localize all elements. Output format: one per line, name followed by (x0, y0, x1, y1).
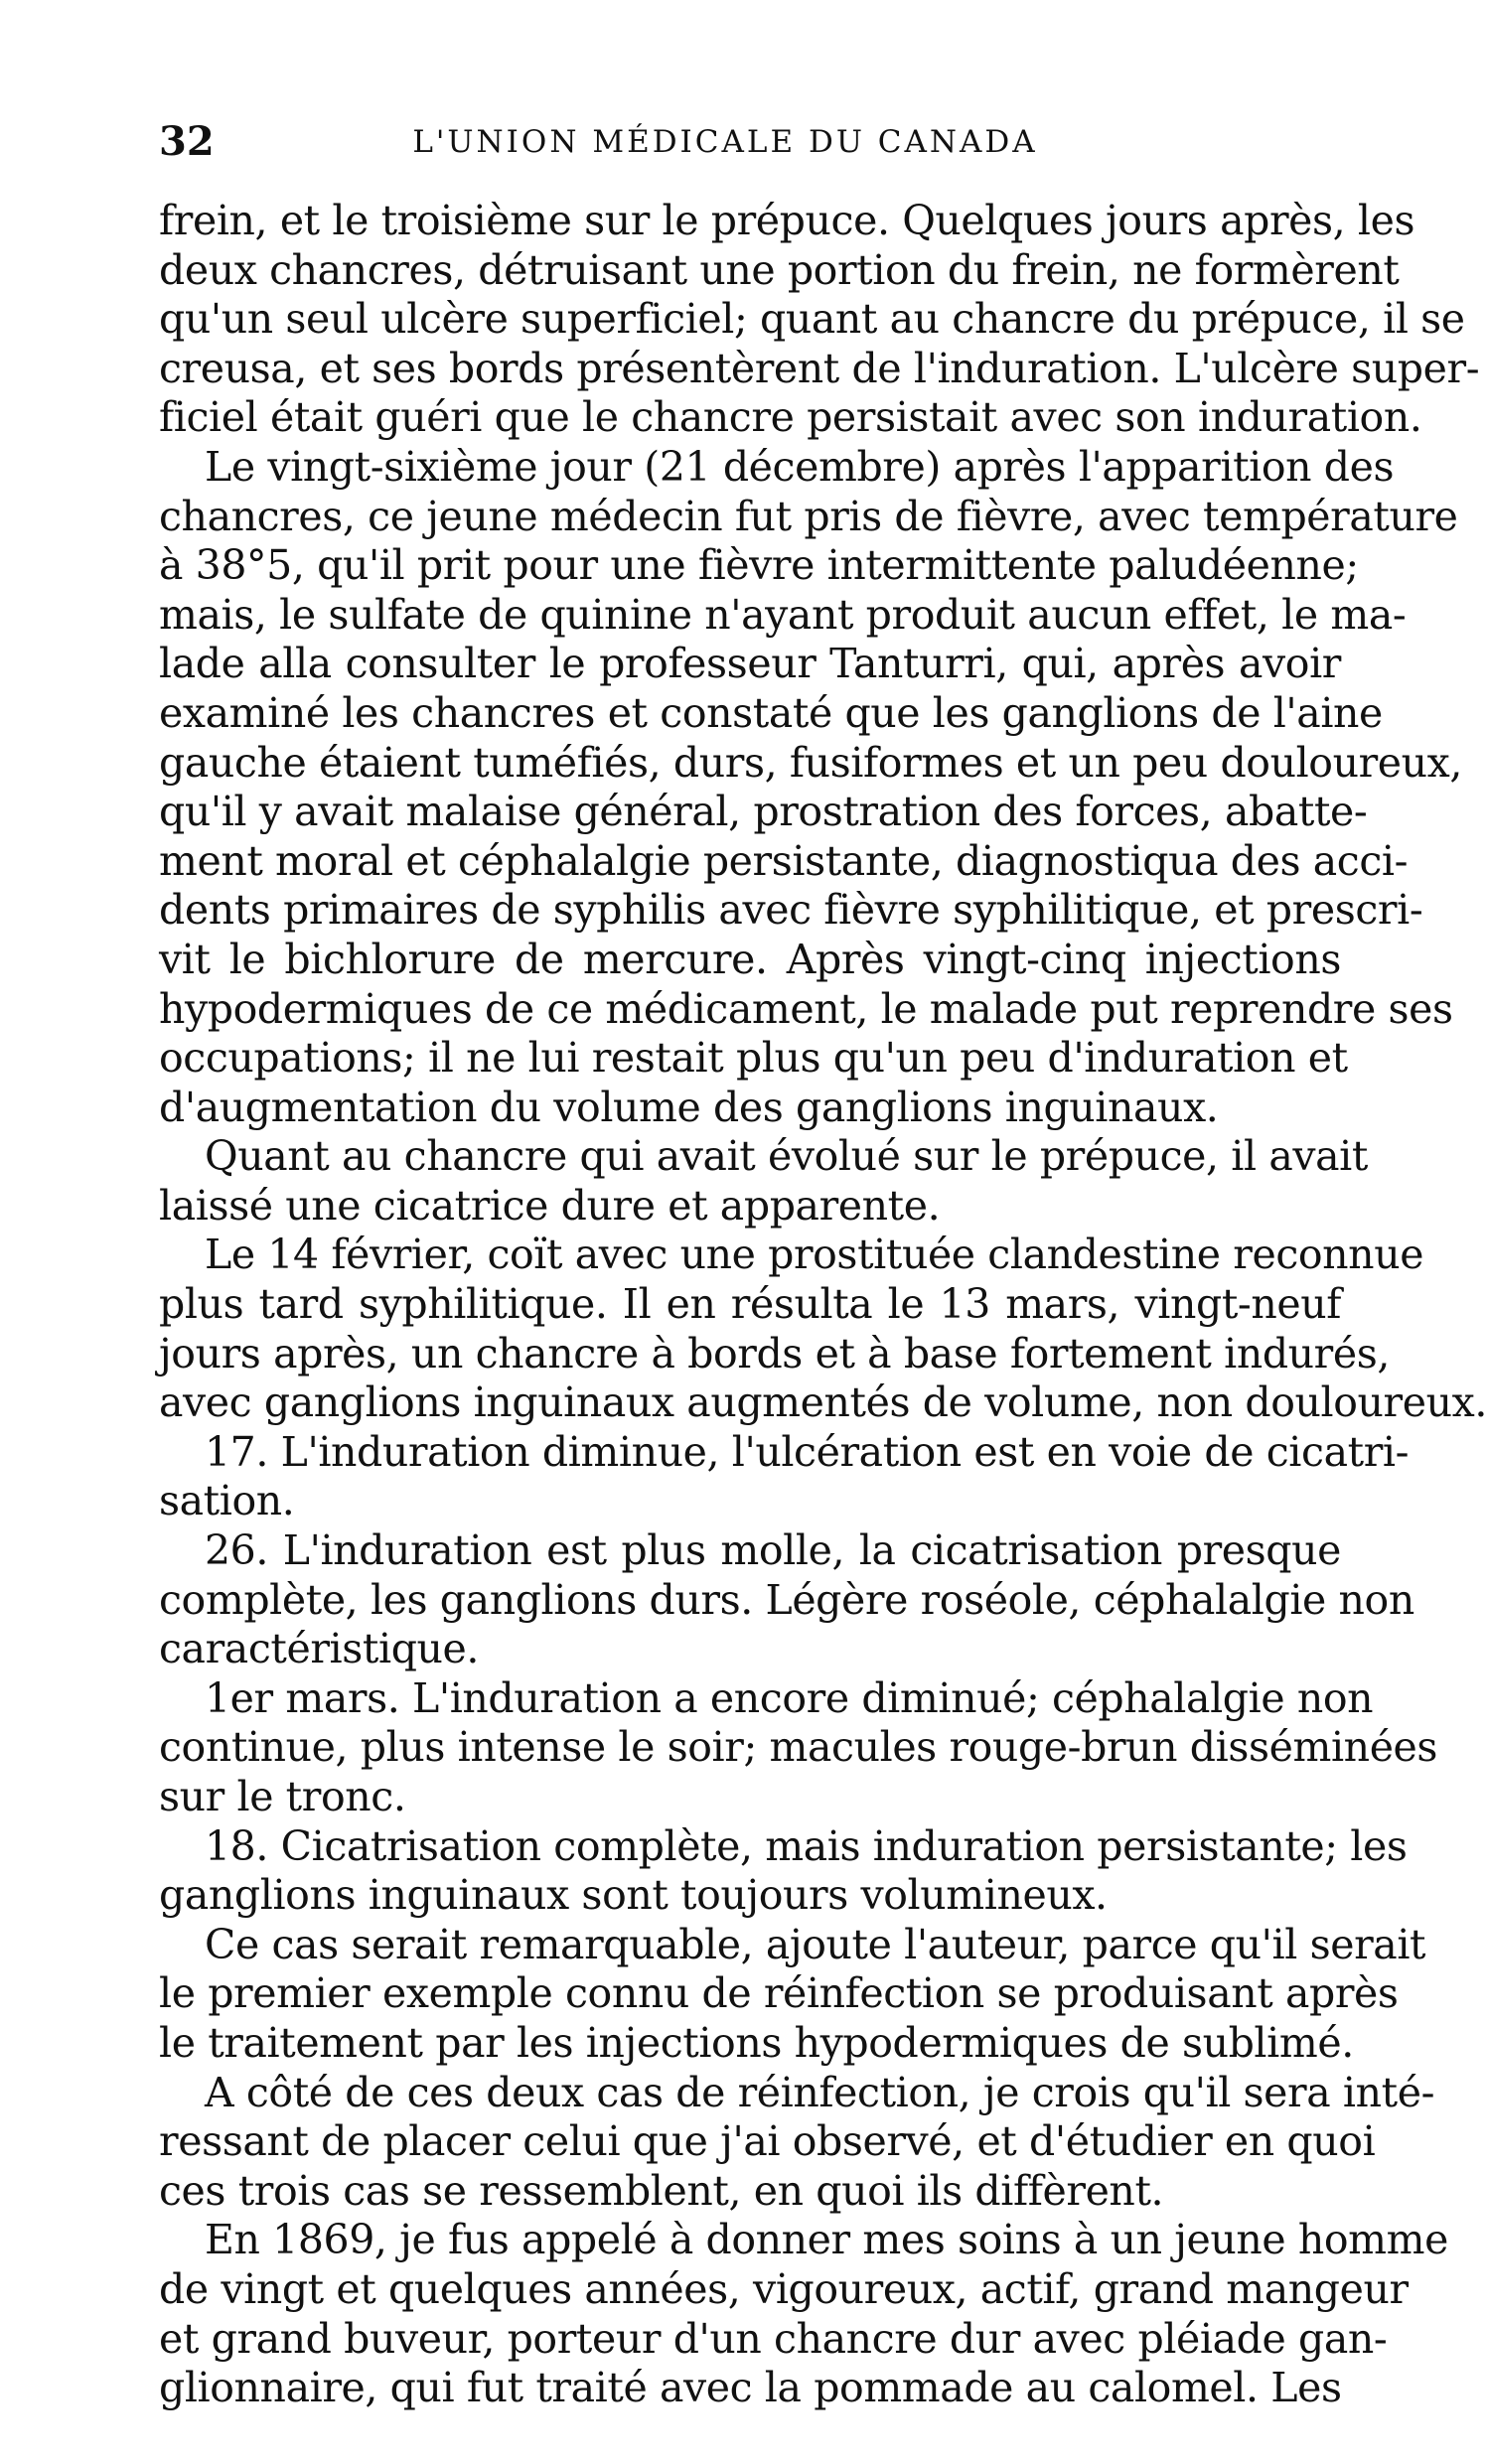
text-line: En 1869, je fus appelé à donner mes soins à un jeune homme (205, 2216, 1449, 2264)
text-line: lade alla consulter le professeur Tanturri, qui, après avoir (159, 640, 1341, 688)
text-line: glionnaire, qui fut traité avec la pommade au calomel. Les (159, 2364, 1342, 2412)
text-line: le traitement par les injections hypodermiques de sublimé. (159, 2018, 1354, 2067)
text-line: plus tard syphilitique. Il en résulta le 13 mars, vingt-neuf (159, 1280, 1341, 1329)
text-line: 17. L'induration diminue, l'ulcération est en voie de cicatri- (205, 1427, 1410, 1476)
text-line: le premier exemple connu de réinfection se produisant après (159, 1969, 1399, 2018)
text-line: hypodermiques de ce médicament, le malade put reprendre ses (159, 984, 1453, 1033)
text-line: avec ganglions inguinaux augmentés de volume, non douloureux. (159, 1378, 1487, 1427)
text-line: à 38°5, qu'il prit pour une fièvre intermittente paludéenne; (159, 541, 1359, 590)
text-line: mais, le sulfate de quinine n'ayant produit aucun effet, le ma- (159, 590, 1407, 639)
text-line: Ce cas serait remarquable, ajoute l'auteur, parce qu'il serait (205, 1920, 1426, 1968)
text-line: frein, et le troisième sur le prépuce. Quelques jours après, les (159, 197, 1415, 244)
text-line: qu'un seul ulcère superficiel; quant au chancre du prépuce, il se (159, 295, 1465, 344)
text-line: examiné les chancres et constaté que les ganglions de l'aine (159, 688, 1383, 737)
text-line: creusa, et ses bords présentèrent de l'induration. L'ulcère super- (159, 344, 1480, 392)
text-line: qu'il y avait malaise général, prostration des forces, abatte- (159, 788, 1368, 836)
text-line: ficiel était guéri que le chancre persistait avec son induration. (159, 393, 1422, 442)
text-line: deux chancres, détruisant une portion du frein, ne formèrent (159, 245, 1400, 294)
text-line: de vingt et quelques années, vigoureux, actif, grand mangeur (159, 2264, 1409, 2313)
text-line: sation. (159, 1477, 295, 1525)
text-line: continue, plus intense le soir; macules rouge-brun disséminées (159, 1723, 1438, 1772)
text-line: chancres, ce jeune médecin fut pris de fièvre, avec température (159, 492, 1458, 540)
text-line: Quant au chancre qui avait évolué sur le prépuce, il avait (205, 1132, 1368, 1181)
text-line: laissé une cicatrice dure et apparente. (159, 1181, 941, 1230)
journal-title: L'UNION MÉDICALE DU CANADA (412, 124, 1038, 160)
running-head (159, 117, 1351, 167)
text-line: 1er mars. L'induration a encore diminué; céphalalgie non (205, 1673, 1374, 1722)
text-line: 18. Cicatrisation complète, mais induration persistante; les (205, 1821, 1408, 1870)
page-number: 32 (159, 118, 215, 165)
text-line: sur le tronc. (159, 1773, 406, 1820)
text-line: ganglions inguinaux sont toujours volumineux. (159, 1871, 1108, 1920)
text-line: ces trois cas se ressemblent, en quoi ils diffèrent. (159, 2166, 1164, 2215)
body-text (159, 197, 1487, 2413)
text-line: A côté de ces deux cas de réinfection, je crois qu'il sera inté- (205, 2068, 1435, 2116)
text-line: occupations; il ne lui restait plus qu'un peu d'induration et (159, 1034, 1348, 1083)
text-line: caractéristique. (159, 1625, 480, 1673)
text-line: d'augmentation du volume des ganglions inguinaux. (159, 1083, 1219, 1131)
text-line: 26. L'induration est plus molle, la cicatrisation presque (205, 1526, 1341, 1575)
text-line: ment moral et céphalalgie persistante, diagnostiqua des acci- (159, 836, 1409, 885)
text-line: Le vingt-sixième jour (21 décembre) après l'apparition des (205, 442, 1395, 491)
text-line: gauche étaient tuméfiés, durs, fusiformes et un peu douloureux, (159, 738, 1463, 787)
text-line: vit le bichlorure de mercure. Après vingt-cinq injections (159, 935, 1341, 983)
text-line: jours après, un chancre à bords et à base fortement indurés, (159, 1329, 1391, 1377)
text-line: complète, les ganglions durs. Légère roséole, céphalalgie non (159, 1575, 1414, 1624)
text-line: ressant de placer celui que j'ai observé, et d'étudier en quoi (159, 2117, 1376, 2166)
text-line: Le 14 février, coït avec une prostituée clandestine reconnue (205, 1231, 1424, 1279)
text-line: dents primaires de syphilis avec fièvre syphilitique, et prescri- (159, 886, 1423, 935)
text-line: et grand buveur, porteur d'un chancre dur avec pléiade gan- (159, 2314, 1388, 2363)
